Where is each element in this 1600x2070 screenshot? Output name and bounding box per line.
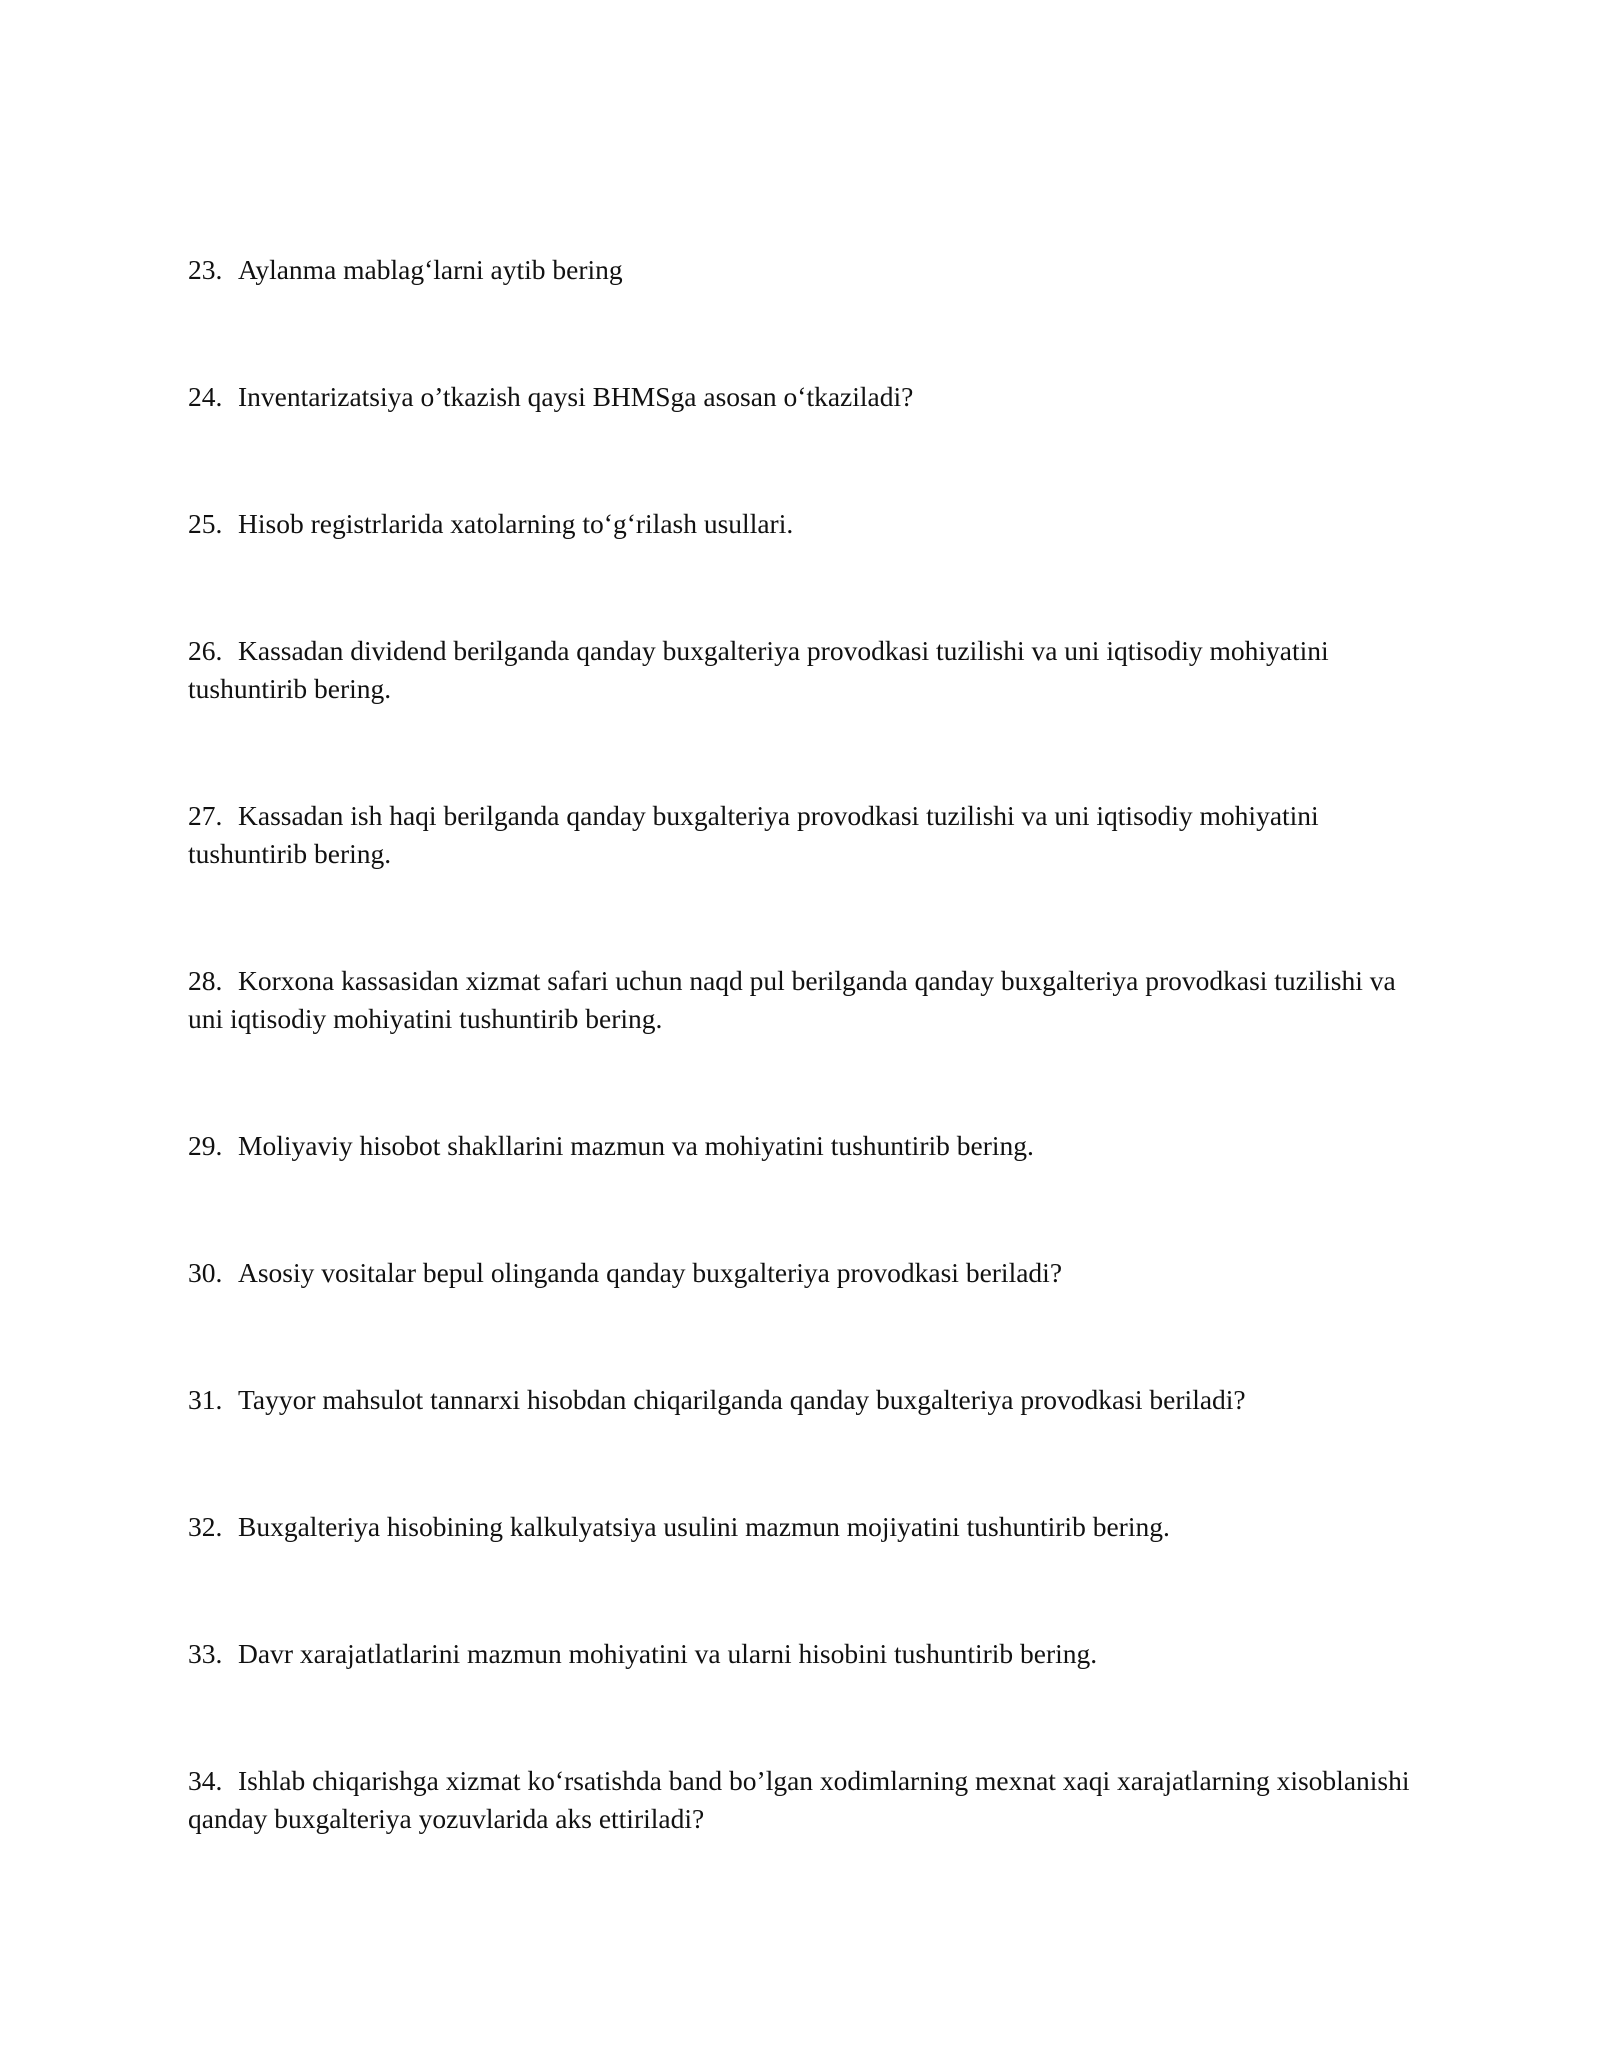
question-text: Buxgalteriya hisobining kalkulyatsiya usulini mazmun mojiyatini tushuntirib bering. xyxy=(238,1511,1170,1542)
question-33 xyxy=(188,1635,1418,1673)
question-number: 33. xyxy=(188,1638,223,1669)
question-text: Korxona kassasidan xizmat safari uchun naqd pul berilganda qanday buxgalteriya provodkasi tuzilishi va uni iqtisodiy mohiyatini tushuntirib bering. xyxy=(188,965,1396,1034)
question-text: Inventarizatsiya o’tkazish qaysi BHMSga asosan o‘tkaziladi? xyxy=(238,381,914,412)
question-number: 32. xyxy=(188,1511,223,1542)
question-32 xyxy=(188,1508,1418,1546)
question-text: Asosiy vositalar bepul olinganda qanday buxgalteriya provodkasi beriladi? xyxy=(238,1257,1063,1288)
question-text: Davr xarajatlatlarini mazmun mohiyatini va ularni hisobini tushuntirib bering. xyxy=(238,1638,1098,1669)
question-text: Tayyor mahsulot tannarxi hisobdan chiqarilganda qanday buxgalteriya provodkasi beriladi? xyxy=(238,1384,1246,1415)
question-27 xyxy=(188,797,1418,873)
question-text: Aylanma mablag‘larni aytib bering xyxy=(238,254,623,285)
question-number: 25. xyxy=(188,508,223,539)
question-number: 23. xyxy=(188,254,223,285)
question-23 xyxy=(188,251,1418,289)
question-number: 27. xyxy=(188,800,223,831)
question-number: 31. xyxy=(188,1384,223,1415)
question-34 xyxy=(188,1762,1418,1838)
question-text: Hisob registrlarida xatolarning to‘g‘rilash usullari. xyxy=(238,508,794,539)
question-number: 30. xyxy=(188,1257,223,1288)
question-text: Kassadan ish haqi berilganda qanday buxgalteriya provodkasi tuzilishi va uni iqtisodiy mohiyatini tushuntirib bering. xyxy=(188,800,1319,869)
question-28 xyxy=(188,962,1418,1038)
question-30 xyxy=(188,1254,1418,1292)
question-26 xyxy=(188,632,1418,708)
question-number: 29. xyxy=(188,1130,223,1161)
question-text: Moliyaviy hisobot shakllarini mazmun va mohiyatini tushuntirib bering. xyxy=(238,1130,1034,1161)
question-number: 28. xyxy=(188,965,223,996)
question-29 xyxy=(188,1127,1418,1165)
question-number: 34. xyxy=(188,1765,223,1796)
question-24 xyxy=(188,378,1418,416)
question-number: 26. xyxy=(188,635,223,666)
question-text: Kassadan dividend berilganda qanday buxgalteriya provodkasi tuzilishi va uni iqtisodiy mohiyatini tushuntirib bering. xyxy=(188,635,1329,704)
question-text: Ishlab chiqarishga xizmat ko‘rsatishda band bo’lgan xodimlarning mexnat xaqi xarajatlarning xisoblanishi qanday buxgalteriya yozuvlarida aks ettiriladi? xyxy=(188,1765,1410,1834)
question-31 xyxy=(188,1381,1418,1419)
question-25 xyxy=(188,505,1418,543)
question-number: 24. xyxy=(188,381,223,412)
